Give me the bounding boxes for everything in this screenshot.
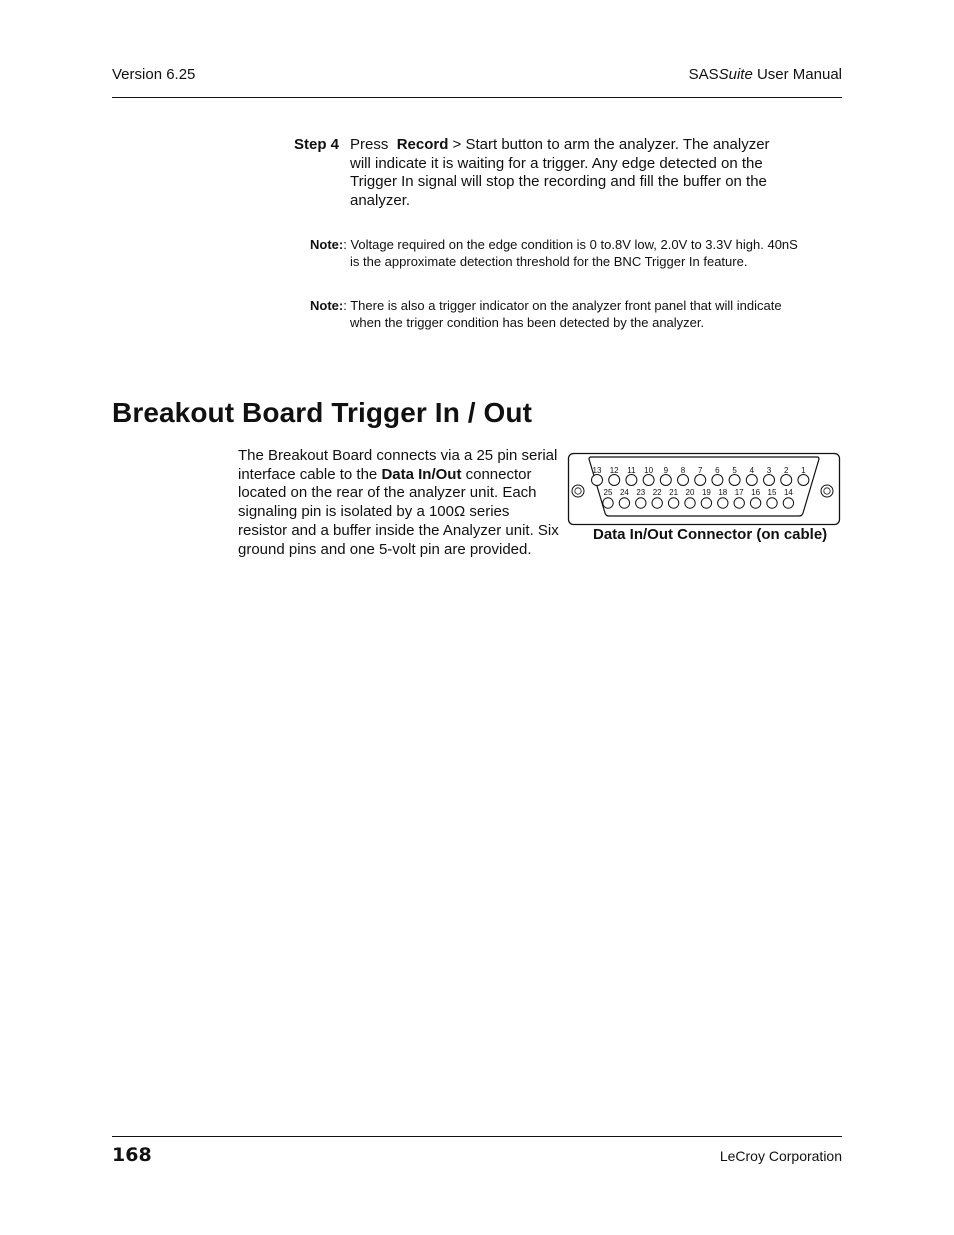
note-label: Note:	[310, 298, 344, 313]
pin-label-17: 17	[734, 488, 744, 497]
header-version: Version 6.25	[112, 66, 196, 83]
pin-label-25: 25	[603, 488, 613, 497]
pin-10	[643, 475, 654, 486]
pin-14	[783, 498, 793, 508]
mount-screw-left	[572, 485, 584, 497]
pin-label-23: 23	[636, 488, 646, 497]
pin-8	[678, 475, 689, 486]
db25-connector-diagram	[567, 452, 841, 528]
note-line2: when the trigger condition has been detected by the analyzer.	[350, 315, 705, 330]
manual-prefix: SAS	[688, 66, 719, 83]
pin-label-8: 8	[680, 466, 686, 475]
pin-label-1: 1	[801, 466, 806, 475]
pin-label-16: 16	[751, 488, 761, 497]
pin-1	[798, 475, 809, 486]
pin-2	[781, 475, 792, 486]
pin-label-18: 18	[718, 488, 728, 497]
pin-label-10: 10	[644, 466, 654, 475]
pin-label-22: 22	[652, 488, 662, 497]
header-manual-title	[689, 66, 842, 83]
mount-screw-right	[821, 485, 833, 497]
pin-21	[668, 498, 678, 508]
manual-italic: Suite	[718, 66, 753, 83]
pin-11	[626, 475, 637, 486]
pin-5	[729, 475, 740, 486]
pin-22	[652, 498, 662, 508]
para-post: connector located on the rear of the analyzer unit. Each signaling pin is isolated by a 100Ω series resistor and a buffer inside the Analyzer unit. Six ground pins and one 5-volt pin are provided.	[238, 465, 559, 558]
pin-label-6: 6	[715, 466, 720, 475]
pin-label-7: 7	[697, 466, 703, 475]
connector-caption: Data In/Out Connector (on cable)	[593, 526, 828, 543]
pin-label-24: 24	[619, 488, 629, 497]
para-bold-data-in-out: Data In/Out	[381, 465, 462, 483]
pin-4	[746, 475, 757, 486]
step-record-bold: Record	[396, 136, 449, 153]
pin-18	[718, 498, 728, 508]
pin-label-3: 3	[766, 466, 772, 475]
pin-label-5: 5	[732, 466, 737, 475]
manual-suffix: User Manual	[752, 66, 842, 83]
footer-company: LeCroy Corporation	[719, 1148, 842, 1164]
section-title: Breakout Board Trigger In / Out	[112, 397, 533, 428]
pin-13	[592, 475, 603, 486]
footer-rule	[112, 1136, 842, 1137]
header-rule	[112, 97, 842, 98]
pin-label-21: 21	[669, 488, 679, 497]
pin-16	[750, 498, 760, 508]
pin-label-14: 14	[783, 488, 793, 497]
section-paragraph	[238, 447, 560, 559]
step-body	[350, 136, 790, 211]
note-line1: : Voltage required on the edge condition is 0 to.8V low, 2.0V to 3.3V high. 40nS	[343, 237, 798, 252]
pin-label-13: 13	[592, 466, 602, 475]
note-trigger-indicator	[310, 297, 842, 331]
pin-25	[603, 498, 613, 508]
pin-9	[660, 475, 671, 486]
pin-label-15: 15	[767, 488, 777, 497]
page-number: 168	[112, 1144, 152, 1166]
pin-label-20: 20	[685, 488, 695, 497]
pin-label-2: 2	[783, 466, 789, 475]
pin-label-4: 4	[749, 466, 755, 475]
pin-3	[764, 475, 775, 486]
pin-label-12: 12	[609, 466, 619, 475]
pin-20	[685, 498, 695, 508]
step-text-post: > Start button to arm the analyzer. The analyzer will indicate it is waiting for a trigger. Any edge detected on the Trigger In signal will stop the recording and fill the buffer on the analyzer.	[350, 136, 770, 210]
pin-7	[695, 475, 706, 486]
note-line2: is the approximate detection threshold for the BNC Trigger In feature.	[350, 254, 748, 269]
pin-19	[701, 498, 711, 508]
pin-label-11: 11	[627, 466, 636, 475]
pin-24	[619, 498, 629, 508]
para-pre: The Breakout Board connects via a 25 pin serial interface cable to the	[238, 447, 558, 483]
step-text-pre: Press	[350, 136, 397, 153]
note-line1: : There is also a trigger indicator on the analyzer front panel that will indicate	[343, 298, 782, 313]
pin-label-9: 9	[663, 466, 669, 475]
pin-17	[734, 498, 744, 508]
note-label: Note:	[310, 237, 344, 252]
pin-15	[767, 498, 777, 508]
pin-23	[636, 498, 646, 508]
pin-12	[609, 475, 620, 486]
note-voltage	[310, 236, 842, 270]
step-label: Step 4	[294, 136, 340, 153]
pin-6	[712, 475, 723, 486]
pin-label-19: 19	[701, 488, 711, 497]
